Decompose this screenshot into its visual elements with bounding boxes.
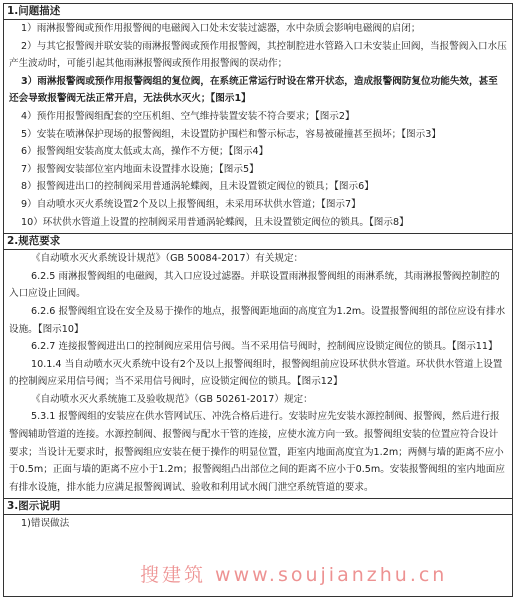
code-reference-title: 《自动喷水灭火系统设计规范》（GB 50084-2017）有关规定： (31, 253, 304, 265)
section-title: 1.问题描述 (4, 4, 512, 20)
problem-list (4, 20, 512, 233)
problem-item-6: 6）报警阀组安装高度太低或太高，操作不方便；【图示4】 (21, 146, 269, 158)
illustration-item: 1)错误做法 (21, 518, 70, 530)
document-table (3, 3, 513, 597)
problem-item-5: 5）安装在喷淋保护现场的报警阀组，未设置防护围栏和警示标志，容易被碰撞甚至损坏；【图示3】 (21, 128, 441, 140)
code-clause: 5.3.1 报警阀组的安装应在供水管网试压、冲洗合格后进行。安装时应先安装水源控制阀、报警阀，然后进行报警阀辅助管道的连接。水源控制阀、报警阀与配水干管的连接，应使水流方向一致。报警阀组安装的位置应符合设计要求；当设计无要求时，报警阀组应安装在便于操作的明显位置，距室内地面高度宜为1.2m；两侧与墙的距离不应小于0.5m；正面与墙的距离不应小于1.2m；报警阀组凸出部位之间的距离不应小于0.5m。安装报警阀组的室内地面应有排水设施，排水能力应满足报警阀调试、验收和利用试水阀门泄空系统管道的要求。 (9, 411, 505, 493)
section-title: 3.图示说明 (4, 499, 512, 515)
section-code-requirements (4, 234, 512, 499)
problem-item-4: 4）预作用报警阀组配套的空压机组、空气维持装置安装不符合要求；【图示2】 (21, 110, 355, 122)
problem-item-3: 3）雨淋报警阀或预作用报警阀组的复位阀，在系统正常运行时设在常开状态，造成报警阀防复位功能失效，甚至还会导致报警阀无法正常开启，无法供水灭火；【图示1】 (9, 75, 498, 105)
code-clause: 6.2.5 雨淋报警阀组的电磁阀，其入口应设过滤器。并联设置雨淋报警阀组的雨淋系统，其雨淋报警阀控制腔的入口应设止回阀。 (9, 270, 500, 300)
problem-item-8: 8）报警阀进出口的控制阀采用普通涡轮蝶阀，且未设置锁定阀位的锁具；【图示6】 (21, 181, 374, 193)
section-problem-description (4, 4, 512, 234)
section-illustration-notes (4, 499, 512, 535)
code-clause: 10.1.4 当自动喷水灭火系统中设有2个及以上报警阀组时，报警阀组前应设环状供水管道。环状供水管道上设置的控制阀应采用信号阀；当不采用信号阀时，应设锁定阀位的锁具。【图示12】 (9, 358, 503, 388)
problem-item-7: 7）报警阀安装部位室内地面未设置排水设施；【图示5】 (21, 163, 259, 175)
illustration-list (4, 515, 512, 535)
code-clause: 6.2.7 连接报警阀进出口的控制阀应采用信号阀。当不采用信号阀时，控制阀应设锁定阀位的锁具。【图示11】 (31, 341, 498, 353)
section-title: 2.规范要求 (4, 234, 512, 250)
problem-item-10: 10）环状供水管道上设置的控制阀采用普通涡轮蝶阀，且未设置锁定阀位的锁具。【图示8】 (21, 216, 409, 228)
problem-item-1: 1）雨淋报警阀或预作用报警阀的电磁阀入口处未安装过滤器，水中杂质会影响电磁阀的启闭； (21, 23, 421, 34)
problem-item-9: 9）自动喷水灭火系统设置2个及以上报警阀组，未采用环状供水管道；【图示7】 (21, 198, 361, 210)
problem-item-2: 2）与其它报警阀并联安装的雨淋报警阀或预作用报警阀，其控制腔进水管路入口未安装止回阀，当报警阀入口水压产生波动时，可能引起其他雨淋报警阀或预作用报警阀的误动作； (9, 40, 507, 70)
code-clause: 6.2.6 报警阀组宜设在安全及易于操作的地点，报警阀距地面的高度宜为1.2m。设置报警阀组的部位应设有排水设施。【图示10】 (9, 305, 506, 335)
watermark: 搜建筑 www.soujianzhu.cn (140, 564, 448, 586)
requirements-body (4, 250, 512, 498)
code-reference-title: 《自动喷水灭火系统施工及验收规范》（GB 50261-2017）规定： (31, 393, 313, 405)
